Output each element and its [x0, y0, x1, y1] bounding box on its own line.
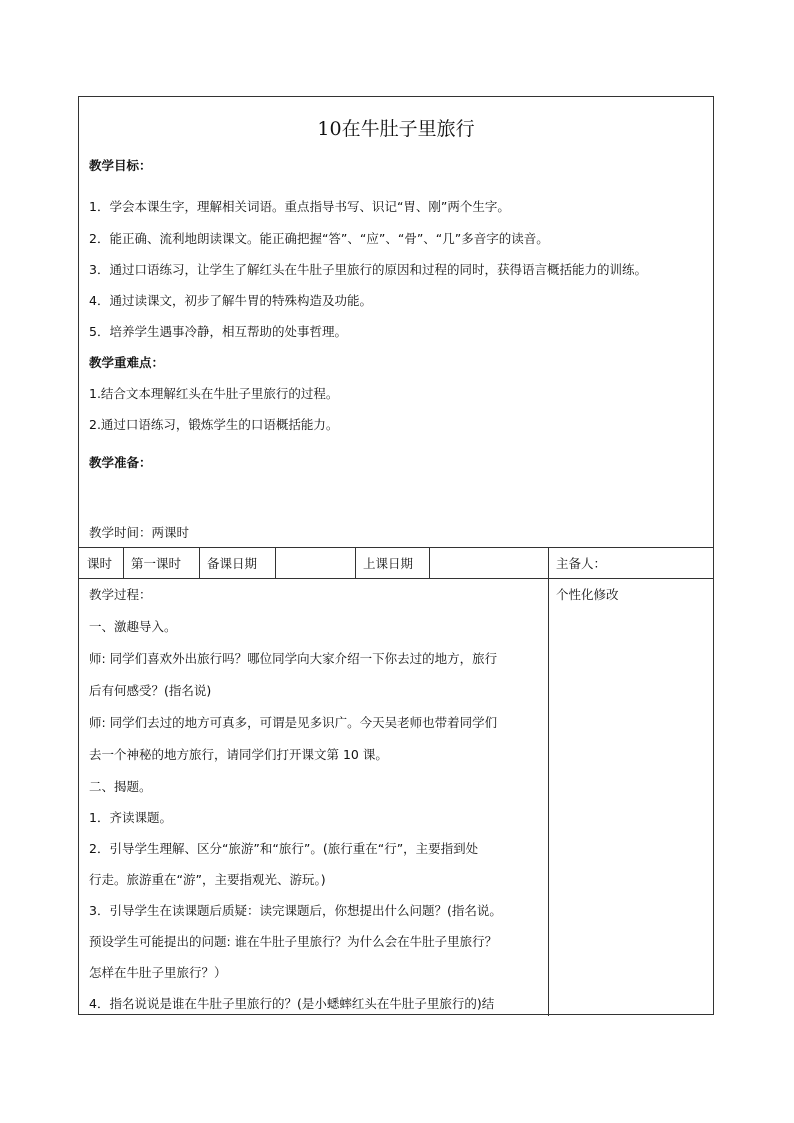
key-points-label: 教学重难点： — [89, 355, 165, 370]
process-line: 师: 同学们去过的地方可真多，可谓是见多识广。今天吴老师也带着同学们 — [89, 715, 498, 730]
page-title: 10在牛肚子里旅行 — [317, 118, 475, 140]
process-line: 行走。旅游重在“游”，主要指观光、游玩。) — [89, 872, 326, 887]
lesson-label: 课时 — [87, 556, 113, 571]
objective-item: 5．培养学生遇事冷静，相互帮助的处事哲理。 — [89, 324, 347, 339]
objectives-label: 教学目标： — [89, 158, 152, 173]
preparer-label: 主备人： — [556, 556, 607, 571]
class-date-label: 上课日期 — [363, 556, 414, 571]
prep-date-label: 备课日期 — [207, 556, 258, 571]
process-line: 一、激趣导入。 — [89, 619, 177, 634]
cell-divider — [199, 547, 200, 578]
personal-revision-label: 个性化修改 — [556, 587, 619, 602]
process-line: 怎样在牛肚子里旅行？） — [89, 965, 227, 980]
row-divider — [79, 578, 713, 579]
key-point-item: 2.通过口语练习，锻炼学生的口语概括能力。 — [89, 417, 339, 432]
process-line: 去一个神秘的地方旅行，请同学们打开课文第 10 课。 — [89, 747, 388, 762]
process-line: 后有何感受？(指名说) — [89, 683, 212, 698]
process-line: 教学过程： — [89, 587, 152, 602]
cell-divider — [429, 547, 430, 578]
process-line: 4．指名说说是谁在牛肚子里旅行的？(是小蟋蟀红头在牛肚子里旅行的)结 — [89, 996, 495, 1011]
objective-item: 3．通过口语练习，让学生了解红头在牛肚子里旅行的原因和过程的同时，获得语言概括能力的训练。 — [89, 262, 647, 277]
lesson-plan-table — [78, 96, 714, 1015]
objective-item: 2．能正确、流利地朗读课文。能正确把握“答”、“应”、“骨”、“几”多音字的读音。 — [89, 231, 549, 246]
cell-divider — [275, 547, 276, 578]
teaching-time: 教学时间：两课时 — [89, 525, 190, 540]
cell-divider — [123, 547, 124, 578]
preparation-label: 教学准备： — [89, 455, 152, 470]
process-line: 1．齐读课题。 — [89, 810, 172, 825]
process-line: 师: 同学们喜欢外出旅行吗？哪位同学向大家介绍一下你去过的地方，旅行 — [89, 651, 498, 666]
lesson-value: 第一课时 — [131, 556, 182, 571]
process-line: 2．引导学生理解、区分“旅游”和“旅行”。(旅行重在“行”，主要指到处 — [89, 841, 479, 856]
cell-divider — [355, 547, 356, 578]
process-line: 3．引导学生在读课题后质疑：读完课题后，你想提出什么问题？(指名说。 — [89, 903, 502, 918]
key-point-item: 1.结合文本理解红头在牛肚子里旅行的过程。 — [89, 386, 339, 401]
process-line: 二、揭题。 — [89, 779, 152, 794]
process-line: 预设学生可能提出的问题: 谁在牛肚子里旅行？为什么会在牛肚子里旅行？ — [89, 934, 498, 949]
objective-item: 1．学会本课生字，理解相关词语。重点指导书写、识记“胃、刚”两个生字。 — [89, 199, 510, 214]
column-divider — [548, 547, 549, 1016]
objective-item: 4．通过读课文，初步了解牛胃的特殊构造及功能。 — [89, 293, 372, 308]
row-divider — [79, 547, 713, 548]
